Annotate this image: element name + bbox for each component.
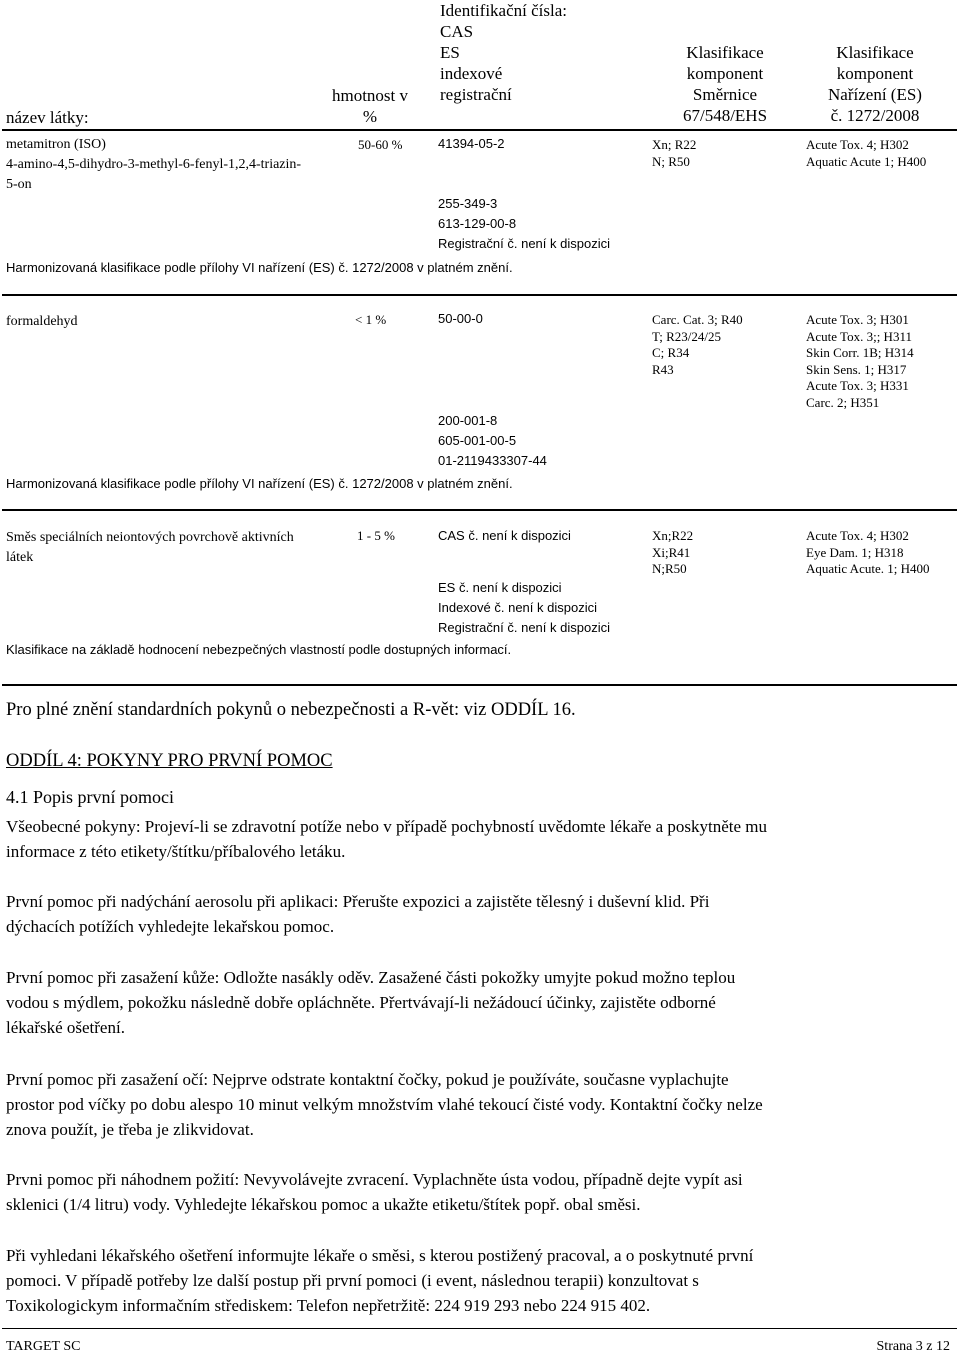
row-1-note: Harmonizovaná klasifikace podle přílohy VI nařízení (ES) č. 1272/2008 v platném znění. [6, 260, 513, 275]
row-1-clp-line: Aquatic Acute 1; H400 [806, 153, 927, 169]
paragraph-line: Všeobecné pokyny: Projeví-li se zdravotní potíže nebo v případě pochybností uvědomte lékaře a poskytněte mu [6, 817, 768, 836]
row-1-dsd [652, 137, 696, 170]
row-2-clp-line: Carc. 2; H351 [806, 394, 880, 410]
row-3-name-line: látek [6, 550, 34, 565]
paragraph-line: dýchacích potížích vyhledejte lekařskou pomoc. [6, 917, 335, 936]
header-dsd-line: komponent [686, 64, 764, 83]
row-1-dsd-line: Xn; R22 [652, 137, 697, 152]
row-1-id-line: 613-129-00-8 [438, 216, 517, 231]
row-2-id-line: 605-001-00-5 [438, 433, 517, 448]
row-3-dsd-line: Xn;R22 [652, 528, 694, 543]
row-3-id-line: Indexové č. není k dispozici [438, 600, 597, 615]
row-3-dsd-line: N;R50 [652, 561, 687, 576]
row-2-id-line: 01-2119433307-44 [438, 453, 547, 468]
header-identifiers-line: CAS [440, 22, 474, 41]
row-3-clp-line: Eye Dam. 1; H318 [806, 544, 904, 560]
row-divider [2, 294, 957, 296]
row-3-name-line: Směs speciálních neiontových povrchově aktivních [6, 530, 294, 545]
header-identifiers-line: ES [440, 43, 460, 62]
row-1-mass: 50-60 % [358, 137, 403, 152]
row-3-note: Klasifikace na základě hodnocení nebezpečných vlastností podle dostupných informací. [6, 642, 512, 657]
row-1-clp [806, 137, 926, 170]
header-mass [320, 85, 420, 127]
header-mass-line: % [362, 107, 378, 126]
row-2-id-line: 200-001-8 [438, 413, 498, 428]
header-identifiers-line: registrační [440, 85, 512, 104]
row-2-substance-name: formaldehyd [6, 314, 78, 329]
header-clp-classification [805, 42, 945, 126]
row-1-name-line: 4-amino-4,5-dihydro-3-methyl-6-fenyl-1,2,4-triazin- [6, 157, 302, 172]
row-1-name-line: metamitron (ISO) [6, 137, 106, 152]
paragraph-line: informace z této etikety/štítku/příbalového letáku. [6, 842, 346, 861]
header-mass-line: hmotnost v [331, 86, 409, 105]
row-3-clp [806, 528, 929, 578]
inhalation-paragraph [6, 889, 951, 939]
paragraph-line: Prvni pomoc při náhodnem požití: Nevyvolávejte zvracení. Vyplachněte ústa vodou, případně dejte vypít asi [6, 1170, 743, 1189]
row-2-identifiers [438, 411, 547, 471]
header-dsd-line: Klasifikace [686, 43, 764, 62]
header-clp-line: Nařízení (ES) [828, 85, 922, 104]
paragraph-line: prostor pod víčky po dobu alespo 10 minut velkým množstvím vlahé tekoucí čisté vody. Kontaktní čočky nelze [6, 1095, 763, 1114]
header-identifiers-line: Identifikační čísla: [440, 1, 567, 20]
row-1-identifiers [438, 194, 610, 254]
header-clp-line: Klasifikace [836, 43, 914, 62]
section-4-1-subheading: 4.1 Popis první pomoci [6, 787, 175, 807]
row-2-mass: < 1 % [355, 312, 387, 327]
paragraph-line: Při vyhledani lékařského ošetření informujte lékaře o směsi, s kterou postižený pracoval, a o poskytnuté první [6, 1246, 754, 1265]
header-clp-line: č. 1272/2008 [830, 106, 920, 125]
row-3-id-line: Registrační č. není k dispozici [438, 620, 610, 635]
row-2-cas: 50-00-0 [438, 311, 483, 326]
footer-page-number: Strana 3 z 12 [876, 1339, 950, 1354]
row-2-clp-line: Acute Tox. 3;; H311 [806, 328, 912, 344]
row-2-clp [806, 312, 914, 411]
paragraph-line: sklenici (1/4 litru) vody. Vyhledejte lékařskou pomoc a ukažte etiketu/štítek popř. obal směsi. [6, 1195, 641, 1214]
header-dsd-line: Směrnice [692, 85, 758, 104]
header-divider [2, 129, 957, 131]
table-bottom-divider [2, 684, 957, 686]
paragraph-line: První pomoc při zasažení očí: Nejprve odstrate kontaktní čočky, pokud je používáte, současne vyplachujte [6, 1070, 729, 1089]
row-3-dsd [652, 528, 693, 578]
full-text-note: Pro plné znění standardních pokynů o nebezpečnosti a R-vět: viz ODDÍL 16. [6, 700, 576, 720]
row-3-clp-line: Aquatic Acute. 1; H400 [806, 561, 930, 576]
header-dsd-line: 67/548/EHS [682, 106, 768, 125]
general-instructions-paragraph [6, 814, 951, 864]
row-2-clp-line: Skin Corr. 1B; H314 [806, 345, 914, 360]
row-2-clp-line: Acute Tox. 3; H331 [806, 378, 909, 393]
skin-contact-paragraph [6, 965, 951, 1040]
row-1-substance-name [6, 135, 301, 195]
row-divider [2, 509, 957, 511]
row-3-cas: CAS č. není k dispozici [438, 528, 571, 543]
paragraph-line: pomoci. V případě potřeby lze další postup při první pomoci (i event, následnou terapii) konzultovat s [6, 1271, 699, 1290]
header-identifiers [440, 0, 567, 105]
footer-divider [2, 1328, 957, 1329]
paragraph-line: vodou s mýdlem, pokožku následně dobře opláchněte. Přertvávají-li nežádoucí účinky, zajistěte odborné [6, 993, 716, 1012]
paragraph-line: lékařské ošetření. [6, 1018, 125, 1037]
row-3-id-line: ES č. není k dispozici [438, 580, 562, 595]
row-2-note: Harmonizovaná klasifikace podle přílohy VI nařízení (ES) č. 1272/2008 v platném znění. [6, 476, 513, 491]
header-dsd-classification [655, 42, 795, 126]
row-3-dsd-line: Xi;R41 [652, 544, 691, 560]
row-3-mass: 1 - 5 % [357, 528, 395, 543]
eye-contact-paragraph [6, 1067, 951, 1142]
row-1-dsd-line: N; R50 [652, 153, 690, 169]
ingestion-paragraph [6, 1167, 951, 1217]
paragraph-line: Toxikologickym informačním střediskem: Telefon nepřetržitě: 224 919 293 nebo 224 915 402. [6, 1296, 651, 1315]
row-2-dsd-line: C; R34 [652, 345, 690, 360]
row-2-dsd-line: T; R23/24/25 [652, 328, 721, 344]
row-1-id-line: 255-349-3 [438, 196, 498, 211]
row-3-identifiers [438, 578, 610, 638]
row-2-clp-line: Skin Sens. 1; H317 [806, 361, 907, 377]
paragraph-line: znova použít, je třeba je zlikvidovat. [6, 1120, 254, 1139]
paragraph-line: První pomoc při nadýchání aerosolu při aplikaci: Přerušte expozici a zajistěte tělesný i duševní klid. Při [6, 892, 710, 911]
footer-company: TARGET SC [6, 1339, 81, 1354]
row-2-dsd [652, 312, 743, 378]
section-4-heading: ODDÍL 4: POKYNY PRO PRVNÍ POMOC [6, 751, 333, 771]
header-identifiers-line: indexové [440, 64, 503, 83]
medical-attention-paragraph [6, 1243, 951, 1318]
header-clp-line: komponent [836, 64, 914, 83]
row-2-clp-line: Acute Tox. 3; H301 [806, 312, 909, 327]
row-1-clp-line: Acute Tox. 4; H302 [806, 137, 909, 152]
row-2-dsd-line: R43 [652, 361, 674, 377]
row-3-substance-name [6, 528, 294, 568]
row-1-name-line: 5-on [6, 177, 32, 192]
header-substance-name: název látky: [6, 108, 89, 127]
row-1-id-line: Registrační č. není k dispozici [438, 236, 610, 251]
row-1-cas: 41394-05-2 [438, 136, 505, 151]
row-2-dsd-line: Carc. Cat. 3; R40 [652, 312, 743, 327]
paragraph-line: První pomoc při zasažení kůže: Odložte nasákly oděv. Zasažené části pokožky umyjte pokud možno teplou [6, 968, 736, 987]
row-3-clp-line: Acute Tox. 4; H302 [806, 528, 909, 543]
